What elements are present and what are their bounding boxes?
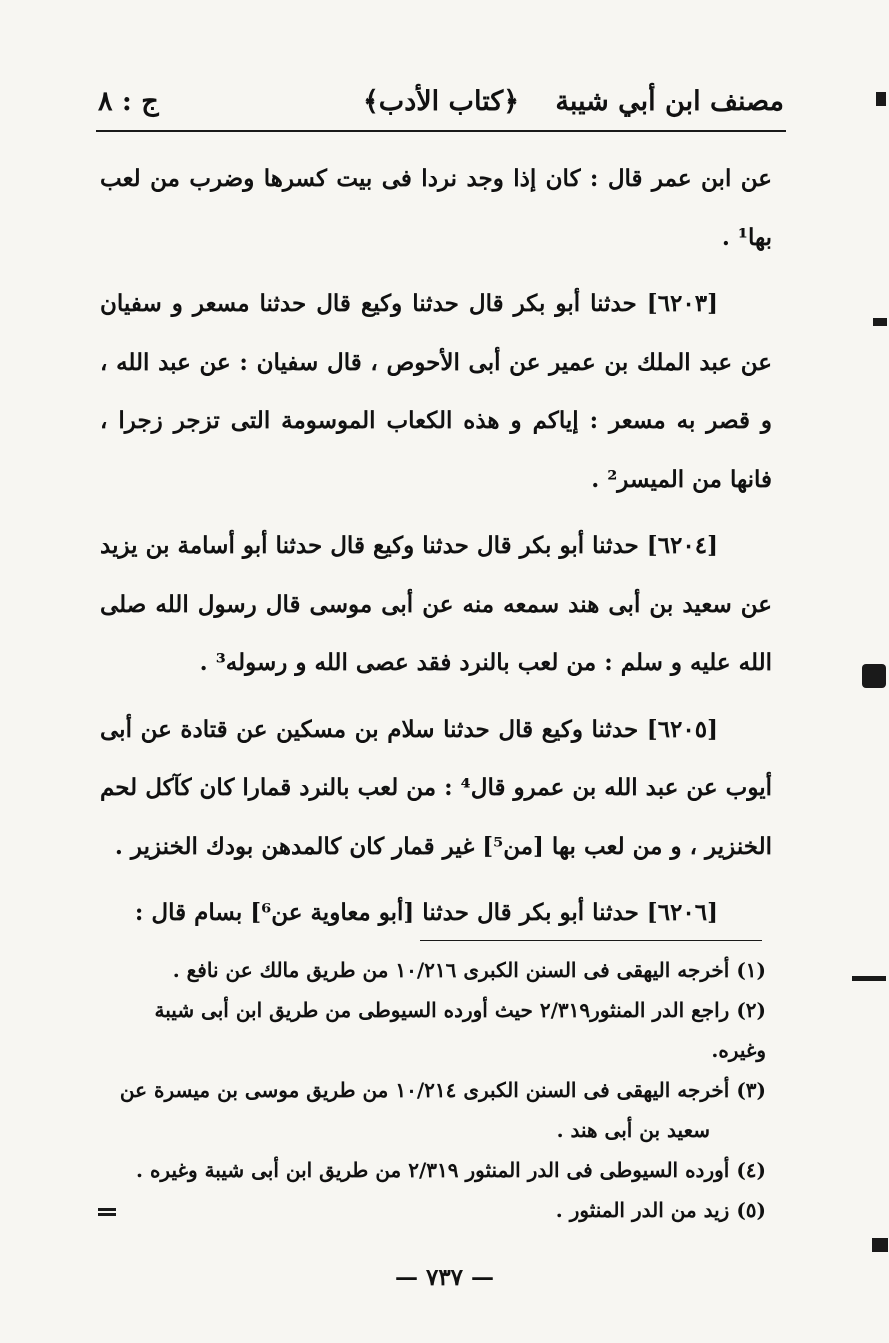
scan-ink-mark (852, 976, 886, 981)
header-rule (96, 130, 786, 132)
footnote-4 (100, 1150, 766, 1190)
footnote-text: أخرجه اليهقى فى السنن الكبرى ١٠/٢١٦ من طريق مالك عن نافع . (172, 958, 730, 982)
scan-ink-mark (872, 1238, 888, 1252)
volume-number: ج : ٨ (98, 86, 159, 117)
scan-ink-mark (862, 664, 886, 688)
scan-ink-mark (98, 1208, 116, 1211)
continuation-line: عن ابن عمر قال : كان إذا وجد نردا فى بيت كسرها وضرب من لعب بها¹ . (100, 165, 772, 251)
footnote-number: (٣) (736, 1078, 766, 1102)
footnote-text: أخرجه اليهقى فى السنن الكبرى ١٠/٢١٤ من طريق موسى بن ميسرة عن (119, 1078, 730, 1102)
footnotes (100, 950, 766, 1230)
footnote-number: (٢) (736, 998, 766, 1022)
chapter-title: ﴿كتاب الأدب﴾ (362, 86, 520, 117)
footnote-number: (١) (736, 958, 766, 982)
footnote-5 (100, 1190, 766, 1230)
hadith-6205: [٦٢٠٥] حدثنا وكيع قال حدثنا سلام بن مسكين عن قتادة عن أبى أيوب عن عبد الله بن عمرو قال⁴ : من لعب بالنرد قمارا كان كآكل لحم الخنزير ، و من لعب بها [من⁵] غير قمار كان كالمدهن بودك الخنزير . (100, 715, 772, 860)
book-title: مصنف ابن أبي شيبة (555, 86, 784, 117)
hadith-6204: [٦٢٠٤] حدثنا أبو بكر قال حدثنا وكيع قال حدثنا أبو أسامة بن يزيد عن سعيد بن أبى هند سمعه منه عن أبى موسى قال رسول الله صلى الله عليه و سلم : من لعب بالنرد فقد عصى الله و رسوله³ . (100, 532, 772, 676)
scan-ink-mark (873, 318, 887, 326)
footnote-1 (100, 950, 766, 990)
footnote-text: زيد من الدر المنثور . (555, 1198, 730, 1222)
footnote-text: أورده السيوطى فى الدر المنثور ٢/٣١٩ من طريق ابن أبى شيبة وغيره . (136, 1158, 730, 1182)
hadith-6203: [٦٢٠٣] حدثنا أبو بكر قال حدثنا وكيع قال حدثنا مسعر و سفيان عن عبد الملك بن عمير عن أبى الأحوص ، قال سفيان : عن عبد الله ، و قصر به مسعر : إياكم و هذه الكعاب الموسومة التى تزجر زجرا ، فانها من الميسر² . (100, 290, 772, 493)
main-text (100, 150, 772, 943)
hadith-6206: [٦٢٠٦] حدثنا أبو بكر قال حدثنا [أبو معاوية عن⁶] بسام قال : (134, 899, 718, 926)
footnote-number: (٤) (736, 1158, 766, 1182)
running-header (98, 84, 784, 128)
footnote-text: راجع الدر المنثور٢/٣١٩ حيث أورده السيوطى من طريق ابن أبى شيبة وغيره. (154, 998, 766, 1062)
footnote-3 (100, 1070, 766, 1110)
scan-ink-mark (98, 1213, 116, 1216)
scan-ink-mark (876, 92, 886, 106)
footnote-number: (٥) (736, 1198, 766, 1222)
footnote-rule (420, 940, 762, 941)
footnote-3-continuation: سعيد بن أبى هند . (556, 1118, 710, 1142)
page-number: — ٧٣٧ — (394, 1264, 495, 1291)
footnote-2 (100, 990, 766, 1070)
